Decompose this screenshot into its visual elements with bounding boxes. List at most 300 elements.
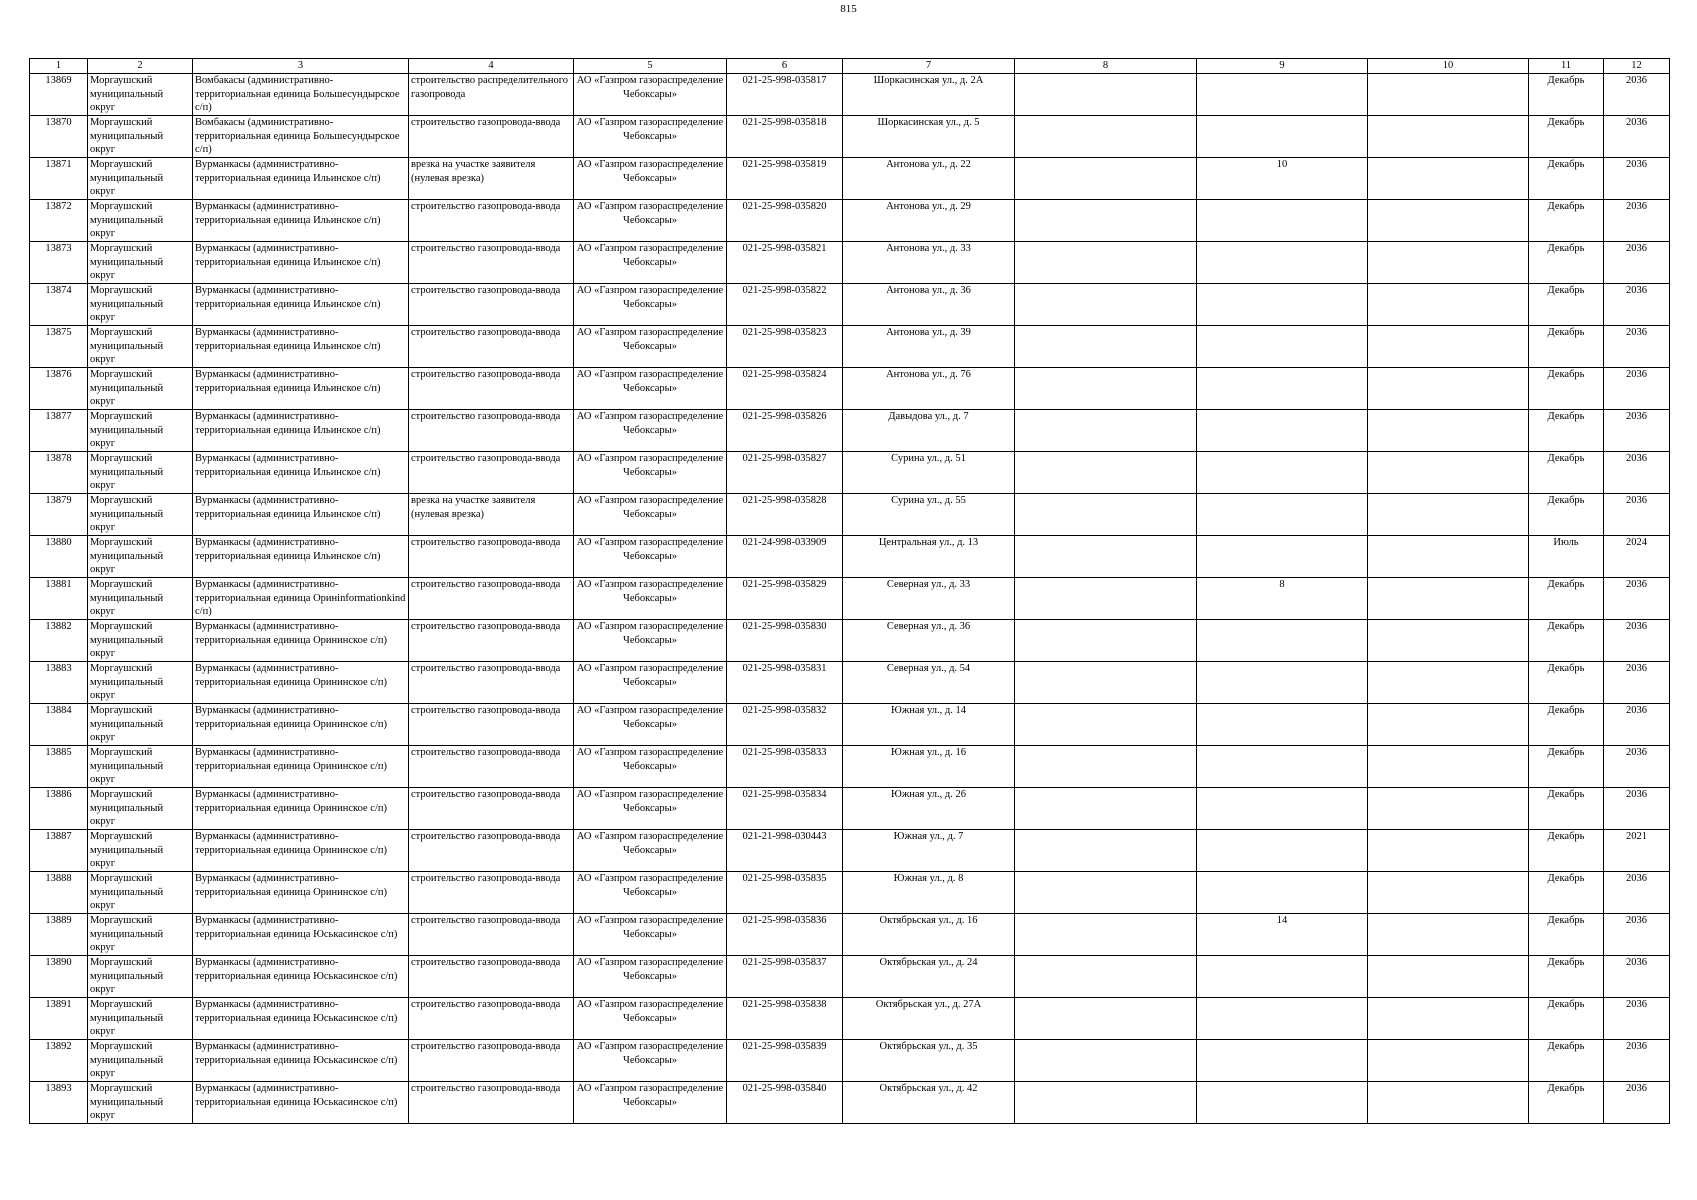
year-cell bbox=[1604, 242, 1670, 284]
cell-text: строительство газопровода-ввода bbox=[411, 957, 561, 968]
municipality-cell bbox=[88, 1040, 193, 1082]
column-9-cell bbox=[1197, 74, 1368, 116]
cell-text: Сурина ул., д. 51 bbox=[891, 453, 966, 464]
address-cell bbox=[843, 914, 1015, 956]
cell-text: 2036 bbox=[1626, 327, 1647, 338]
cell-text: 2036 bbox=[1626, 201, 1647, 212]
cell-text: 2036 bbox=[1626, 915, 1647, 926]
cell-text: 13876 bbox=[45, 369, 72, 380]
cell-text bbox=[1199, 704, 1365, 745]
cell-text: Декабрь bbox=[1547, 621, 1585, 632]
organization-cell bbox=[574, 704, 727, 746]
settlement-cell bbox=[193, 830, 409, 872]
cell-text bbox=[1199, 956, 1365, 997]
cell-text: Вурманкасы (административно-территориальная единица Орининское с/п) bbox=[195, 789, 387, 814]
cell-text: строительство газопровода-ввода bbox=[411, 537, 561, 548]
column-header: 4 bbox=[409, 59, 574, 74]
municipality-cell bbox=[88, 956, 193, 998]
cell-text: Вурманкасы (административно-территориальная единица Юськасинское с/п) bbox=[195, 957, 398, 982]
column-8-cell bbox=[1015, 830, 1197, 872]
cell-text: АО «Газпром газораспределение Чебоксары» bbox=[576, 999, 724, 1024]
settlement-cell bbox=[193, 494, 409, 536]
address-cell bbox=[843, 662, 1015, 704]
year-cell bbox=[1604, 1040, 1670, 1082]
cell-text: Декабрь bbox=[1547, 1083, 1585, 1094]
request-number-cell bbox=[727, 368, 843, 410]
organization-cell bbox=[574, 956, 727, 998]
cell-text bbox=[1017, 326, 1194, 367]
cell-text: Вурманкасы (административно-территориальная единица Ильинское с/п) bbox=[195, 285, 381, 310]
cell-text bbox=[1199, 788, 1365, 829]
year-cell bbox=[1604, 1082, 1670, 1124]
table-row bbox=[30, 704, 1670, 746]
cell-text: строительство газопровода-ввода bbox=[411, 705, 561, 716]
cell-text: Декабрь bbox=[1547, 411, 1585, 422]
cell-text: строительство газопровода-ввода bbox=[411, 1041, 561, 1052]
settlement-cell bbox=[193, 956, 409, 998]
column-8-cell bbox=[1015, 788, 1197, 830]
column-header: 1 bbox=[30, 59, 88, 74]
cell-text: строительство газопровода-ввода bbox=[411, 369, 561, 380]
address-cell bbox=[843, 872, 1015, 914]
table-row bbox=[30, 410, 1670, 452]
cell-text bbox=[1370, 830, 1526, 871]
cell-text: Моргаушский муниципальный округ bbox=[90, 663, 164, 701]
cell-text: Вурманкасы (административно-территориальная единица Орининское с/п) bbox=[195, 831, 387, 856]
cell-text bbox=[1199, 494, 1365, 535]
cell-text: 021-25-998-035840 bbox=[742, 1083, 827, 1094]
year-cell bbox=[1604, 326, 1670, 368]
cell-text bbox=[1199, 536, 1365, 577]
column-8-cell bbox=[1015, 158, 1197, 200]
cell-text: АО «Газпром газораспределение Чебоксары» bbox=[576, 495, 724, 520]
work-type-cell bbox=[409, 578, 574, 620]
column-10-cell bbox=[1368, 1040, 1529, 1082]
table-row bbox=[30, 788, 1670, 830]
request-number-cell bbox=[727, 620, 843, 662]
column-8-cell bbox=[1015, 74, 1197, 116]
municipality-cell bbox=[88, 704, 193, 746]
column-10-cell bbox=[1368, 200, 1529, 242]
cell-text: АО «Газпром газораспределение Чебоксары» bbox=[576, 453, 724, 478]
column-9-cell bbox=[1197, 746, 1368, 788]
cell-text: Декабрь bbox=[1547, 1041, 1585, 1052]
column-10-cell bbox=[1368, 74, 1529, 116]
month-cell bbox=[1529, 1040, 1604, 1082]
cell-text: строительство газопровода-ввода bbox=[411, 873, 561, 884]
cell-text: Октябрьская ул., д. 27А bbox=[875, 999, 982, 1010]
cell-text: 13879 bbox=[45, 495, 72, 506]
cell-text: Южная ул., д. 8 bbox=[893, 873, 964, 884]
column-8-cell bbox=[1015, 620, 1197, 662]
settlement-cell bbox=[193, 74, 409, 116]
municipality-cell bbox=[88, 116, 193, 158]
cell-text: Октябрьская ул., д. 16 bbox=[879, 915, 978, 926]
cell-text: 021-25-998-035820 bbox=[742, 201, 827, 212]
settlement-cell bbox=[193, 1040, 409, 1082]
cell-text bbox=[1017, 200, 1194, 241]
column-header: 5 bbox=[574, 59, 727, 74]
address-cell bbox=[843, 116, 1015, 158]
request-number-cell bbox=[727, 536, 843, 578]
table-row bbox=[30, 578, 1670, 620]
cell-text: Моргаушский муниципальный округ bbox=[90, 411, 164, 449]
cell-text: АО «Газпром газораспределение Чебоксары» bbox=[576, 579, 724, 604]
cell-text: 2036 bbox=[1626, 789, 1647, 800]
settlement-cell bbox=[193, 536, 409, 578]
cell-text bbox=[1017, 158, 1194, 199]
month-cell bbox=[1529, 620, 1604, 662]
work-type-cell bbox=[409, 326, 574, 368]
cell-text: 021-25-998-035832 bbox=[742, 705, 827, 716]
cell-text: Вомбакасы (административно-территориальная единица Большесундырское с/п) bbox=[195, 75, 400, 113]
municipality-cell bbox=[88, 368, 193, 410]
record-number-cell bbox=[30, 494, 88, 536]
cell-text: 021-25-998-035823 bbox=[742, 327, 827, 338]
column-9-cell bbox=[1197, 116, 1368, 158]
address-cell bbox=[843, 998, 1015, 1040]
address-cell bbox=[843, 1082, 1015, 1124]
page-number: 815 bbox=[840, 3, 857, 15]
record-number-cell bbox=[30, 536, 88, 578]
municipality-cell bbox=[88, 1082, 193, 1124]
address-cell bbox=[843, 326, 1015, 368]
work-type-cell bbox=[409, 704, 574, 746]
work-type-cell bbox=[409, 284, 574, 326]
work-type-cell bbox=[409, 452, 574, 494]
request-number-cell bbox=[727, 704, 843, 746]
cell-text: 13875 bbox=[45, 327, 72, 338]
record-number-cell bbox=[30, 998, 88, 1040]
organization-cell bbox=[574, 1040, 727, 1082]
cell-text bbox=[1370, 662, 1526, 703]
column-10-cell bbox=[1368, 410, 1529, 452]
cell-text: строительство газопровода-ввода bbox=[411, 411, 561, 422]
cell-text: 2036 bbox=[1626, 159, 1647, 170]
settlement-cell bbox=[193, 116, 409, 158]
cell-text bbox=[1370, 1082, 1526, 1123]
cell-text: Моргаушский муниципальный округ bbox=[90, 579, 164, 617]
cell-text: АО «Газпром газораспределение Чебоксары» bbox=[576, 915, 724, 940]
cell-text bbox=[1370, 914, 1526, 955]
cell-text bbox=[1017, 1040, 1194, 1081]
settlement-cell bbox=[193, 368, 409, 410]
cell-text: Декабрь bbox=[1547, 495, 1585, 506]
cell-text bbox=[1370, 1040, 1526, 1081]
record-number-cell bbox=[30, 284, 88, 326]
year-cell bbox=[1604, 410, 1670, 452]
year-cell bbox=[1604, 746, 1670, 788]
column-10-cell bbox=[1368, 116, 1529, 158]
cell-text: Северная ул., д. 36 bbox=[886, 621, 971, 632]
cell-text bbox=[1370, 536, 1526, 577]
cell-text: 13883 bbox=[45, 663, 72, 674]
cell-text: 2036 bbox=[1626, 411, 1647, 422]
cell-text bbox=[1199, 326, 1365, 367]
month-cell bbox=[1529, 326, 1604, 368]
cell-text: АО «Газпром газораспределение Чебоксары» bbox=[576, 201, 724, 226]
record-number-cell bbox=[30, 158, 88, 200]
cell-text: 13893 bbox=[45, 1083, 72, 1094]
column-8-cell bbox=[1015, 410, 1197, 452]
table-row bbox=[30, 830, 1670, 872]
municipality-cell bbox=[88, 620, 193, 662]
table-row bbox=[30, 746, 1670, 788]
organization-cell bbox=[574, 788, 727, 830]
request-number-cell bbox=[727, 872, 843, 914]
municipality-cell bbox=[88, 788, 193, 830]
cell-text: АО «Газпром газораспределение Чебоксары» bbox=[576, 1041, 724, 1066]
table-row bbox=[30, 74, 1670, 116]
cell-text: Моргаушский муниципальный округ bbox=[90, 243, 164, 281]
record-number-cell bbox=[30, 368, 88, 410]
cell-text: Вурманкасы (административно-территориальная единица Юськасинское с/п) bbox=[195, 1041, 398, 1066]
address-cell bbox=[843, 158, 1015, 200]
cell-text: 13888 bbox=[45, 873, 72, 884]
organization-cell bbox=[574, 74, 727, 116]
column-8-cell bbox=[1015, 494, 1197, 536]
cell-text: 13885 bbox=[45, 747, 72, 758]
address-cell bbox=[843, 746, 1015, 788]
cell-text: Декабрь bbox=[1547, 789, 1585, 800]
month-cell bbox=[1529, 242, 1604, 284]
cell-text: Декабрь bbox=[1547, 705, 1585, 716]
cell-text bbox=[1199, 1082, 1365, 1123]
address-cell bbox=[843, 620, 1015, 662]
cell-text: 13884 bbox=[45, 705, 72, 716]
cell-text bbox=[1370, 788, 1526, 829]
cell-text: 021-25-998-035829 bbox=[742, 579, 827, 590]
municipality-cell bbox=[88, 998, 193, 1040]
organization-cell bbox=[574, 326, 727, 368]
request-number-cell bbox=[727, 284, 843, 326]
column-9-cell bbox=[1197, 536, 1368, 578]
address-cell bbox=[843, 368, 1015, 410]
column-9-cell bbox=[1197, 830, 1368, 872]
cell-text: Вурманкасы (административно-территориальная единица Юськасинское с/п) bbox=[195, 999, 398, 1024]
request-number-cell bbox=[727, 914, 843, 956]
year-cell bbox=[1604, 704, 1670, 746]
column-10-cell bbox=[1368, 704, 1529, 746]
cell-text: строительство газопровода-ввода bbox=[411, 285, 561, 296]
year-cell bbox=[1604, 116, 1670, 158]
cell-text: 2036 bbox=[1626, 999, 1647, 1010]
column-header: 10 bbox=[1368, 59, 1529, 74]
year-cell bbox=[1604, 536, 1670, 578]
work-type-cell bbox=[409, 1082, 574, 1124]
cell-text: Моргаушский муниципальный округ bbox=[90, 747, 164, 785]
month-cell bbox=[1529, 284, 1604, 326]
column-9-cell bbox=[1197, 242, 1368, 284]
address-cell bbox=[843, 704, 1015, 746]
record-number-cell bbox=[30, 872, 88, 914]
cell-text: Вурманкасы (административно-территориальная единица Ильинское с/п) bbox=[195, 411, 381, 436]
cell-text: АО «Газпром газораспределение Чебоксары» bbox=[576, 327, 724, 352]
work-type-cell bbox=[409, 998, 574, 1040]
settlement-cell bbox=[193, 410, 409, 452]
column-8-cell bbox=[1015, 914, 1197, 956]
table-row bbox=[30, 1082, 1670, 1124]
cell-text bbox=[1017, 284, 1194, 325]
request-number-cell bbox=[727, 830, 843, 872]
column-8-cell bbox=[1015, 452, 1197, 494]
cell-text bbox=[1017, 788, 1194, 829]
cell-text: Вурманкасы (административно-территориальная единица Ильинское с/п) bbox=[195, 201, 381, 226]
month-cell bbox=[1529, 956, 1604, 998]
cell-text: Вурманкасы (административно-территориальная единица Орининское с/п) bbox=[195, 621, 387, 646]
cell-text: 13881 bbox=[45, 579, 72, 590]
cell-text: Декабрь bbox=[1547, 663, 1585, 674]
cell-text bbox=[1017, 1082, 1194, 1123]
work-type-cell bbox=[409, 872, 574, 914]
cell-text bbox=[1017, 956, 1194, 997]
column-8-cell bbox=[1015, 326, 1197, 368]
cell-text: Декабрь bbox=[1547, 159, 1585, 170]
cell-text bbox=[1370, 368, 1526, 409]
month-cell bbox=[1529, 746, 1604, 788]
column-10-cell bbox=[1368, 956, 1529, 998]
column-10-cell bbox=[1368, 914, 1529, 956]
municipality-cell bbox=[88, 284, 193, 326]
column-8-cell bbox=[1015, 956, 1197, 998]
cell-text bbox=[1017, 620, 1194, 661]
cell-text: АО «Газпром газораспределение Чебоксары» bbox=[576, 621, 724, 646]
cell-text: Моргаушский муниципальный округ bbox=[90, 537, 164, 575]
column-9-cell bbox=[1197, 872, 1368, 914]
cell-text: строительство газопровода-ввода bbox=[411, 747, 561, 758]
cell-text bbox=[1017, 872, 1194, 913]
request-number-cell bbox=[727, 494, 843, 536]
organization-cell bbox=[574, 662, 727, 704]
column-10-cell bbox=[1368, 326, 1529, 368]
municipality-cell bbox=[88, 830, 193, 872]
organization-cell bbox=[574, 158, 727, 200]
column-8-cell bbox=[1015, 1040, 1197, 1082]
cell-text: строительство газопровода-ввода bbox=[411, 201, 561, 212]
cell-text: 021-25-998-035839 bbox=[742, 1041, 827, 1052]
record-number-cell bbox=[30, 830, 88, 872]
cell-text: Декабрь bbox=[1547, 201, 1585, 212]
cell-text: строительство распределительного газопровода bbox=[411, 75, 569, 100]
cell-text: строительство газопровода-ввода bbox=[411, 453, 561, 464]
cell-text: Вурманкасы (административно-территориальная единица Ильинское с/п) bbox=[195, 159, 381, 184]
column-8-cell bbox=[1015, 1082, 1197, 1124]
cell-text bbox=[1370, 746, 1526, 787]
cell-text bbox=[1199, 746, 1365, 787]
address-cell bbox=[843, 536, 1015, 578]
cell-text: Моргаушский муниципальный округ bbox=[90, 705, 164, 743]
cell-text: 2036 bbox=[1626, 285, 1647, 296]
cell-text bbox=[1370, 998, 1526, 1039]
cell-text: 021-25-998-035826 bbox=[742, 411, 827, 422]
settlement-cell bbox=[193, 704, 409, 746]
cell-text: 021-25-998-035824 bbox=[742, 369, 827, 380]
record-number-cell bbox=[30, 788, 88, 830]
column-9-cell bbox=[1197, 410, 1368, 452]
year-cell bbox=[1604, 914, 1670, 956]
column-10-cell bbox=[1368, 158, 1529, 200]
work-type-cell bbox=[409, 1040, 574, 1082]
settlement-cell bbox=[193, 1082, 409, 1124]
record-number-cell bbox=[30, 116, 88, 158]
settlement-cell bbox=[193, 998, 409, 1040]
cell-text: 021-25-998-035818 bbox=[742, 117, 827, 128]
column-10-cell bbox=[1368, 662, 1529, 704]
table-row bbox=[30, 998, 1670, 1040]
address-cell bbox=[843, 284, 1015, 326]
column-9-cell bbox=[1197, 326, 1368, 368]
cell-text: 2021 bbox=[1626, 831, 1647, 842]
table-row bbox=[30, 1040, 1670, 1082]
organization-cell bbox=[574, 368, 727, 410]
cell-text: Моргаушский муниципальный округ bbox=[90, 117, 164, 155]
column-9-cell bbox=[1197, 578, 1368, 620]
cell-text: Антонова ул., д. 36 bbox=[886, 285, 971, 296]
cell-text: 021-25-998-035831 bbox=[742, 663, 827, 674]
cell-text: 021-25-998-035835 bbox=[742, 873, 827, 884]
cell-text: Моргаушский муниципальный округ bbox=[90, 327, 164, 365]
record-number-cell bbox=[30, 1082, 88, 1124]
cell-text: Вурманкасы (административно-территориальная единица Ильинское с/п) bbox=[195, 327, 381, 352]
cell-text: строительство газопровода-ввода bbox=[411, 831, 561, 842]
table-row bbox=[30, 620, 1670, 662]
table-row bbox=[30, 494, 1670, 536]
cell-text bbox=[1370, 284, 1526, 325]
work-type-cell bbox=[409, 662, 574, 704]
cell-text: 13873 bbox=[45, 243, 72, 254]
cell-text: Декабрь bbox=[1547, 285, 1585, 296]
municipality-cell bbox=[88, 326, 193, 368]
year-cell bbox=[1604, 620, 1670, 662]
request-number-cell bbox=[727, 662, 843, 704]
cell-text bbox=[1199, 116, 1365, 157]
cell-text: строительство газопровода-ввода bbox=[411, 789, 561, 800]
table-row bbox=[30, 200, 1670, 242]
column-9-cell bbox=[1197, 452, 1368, 494]
column-9-cell bbox=[1197, 158, 1368, 200]
work-type-cell bbox=[409, 536, 574, 578]
cell-text: Антонова ул., д. 39 bbox=[886, 327, 971, 338]
request-number-cell bbox=[727, 452, 843, 494]
cell-text: Южная ул., д. 16 bbox=[891, 747, 966, 758]
column-header: 9 bbox=[1197, 59, 1368, 74]
year-cell bbox=[1604, 872, 1670, 914]
gasification-register-table bbox=[29, 58, 1670, 1124]
cell-text: строительство газопровода-ввода bbox=[411, 243, 561, 254]
cell-text: 2036 bbox=[1626, 747, 1647, 758]
request-number-cell bbox=[727, 578, 843, 620]
cell-text bbox=[1370, 872, 1526, 913]
cell-text: Октябрьская ул., д. 35 bbox=[879, 1041, 978, 1052]
cell-text: строительство газопровода-ввода bbox=[411, 621, 561, 632]
cell-text: Декабрь bbox=[1547, 957, 1585, 968]
cell-text: Вурманкасы (административно-территориальная единица Орининское с/п) bbox=[195, 705, 387, 730]
request-number-cell bbox=[727, 1040, 843, 1082]
record-number-cell bbox=[30, 956, 88, 998]
table-body bbox=[30, 74, 1670, 1124]
cell-text bbox=[1370, 620, 1526, 661]
cell-text bbox=[1370, 452, 1526, 493]
cell-text bbox=[1199, 872, 1365, 913]
column-number-row bbox=[30, 59, 1670, 74]
record-number-cell bbox=[30, 620, 88, 662]
organization-cell bbox=[574, 1082, 727, 1124]
year-cell bbox=[1604, 200, 1670, 242]
column-10-cell bbox=[1368, 1082, 1529, 1124]
settlement-cell bbox=[193, 326, 409, 368]
address-cell bbox=[843, 200, 1015, 242]
cell-text: 13870 bbox=[45, 117, 72, 128]
